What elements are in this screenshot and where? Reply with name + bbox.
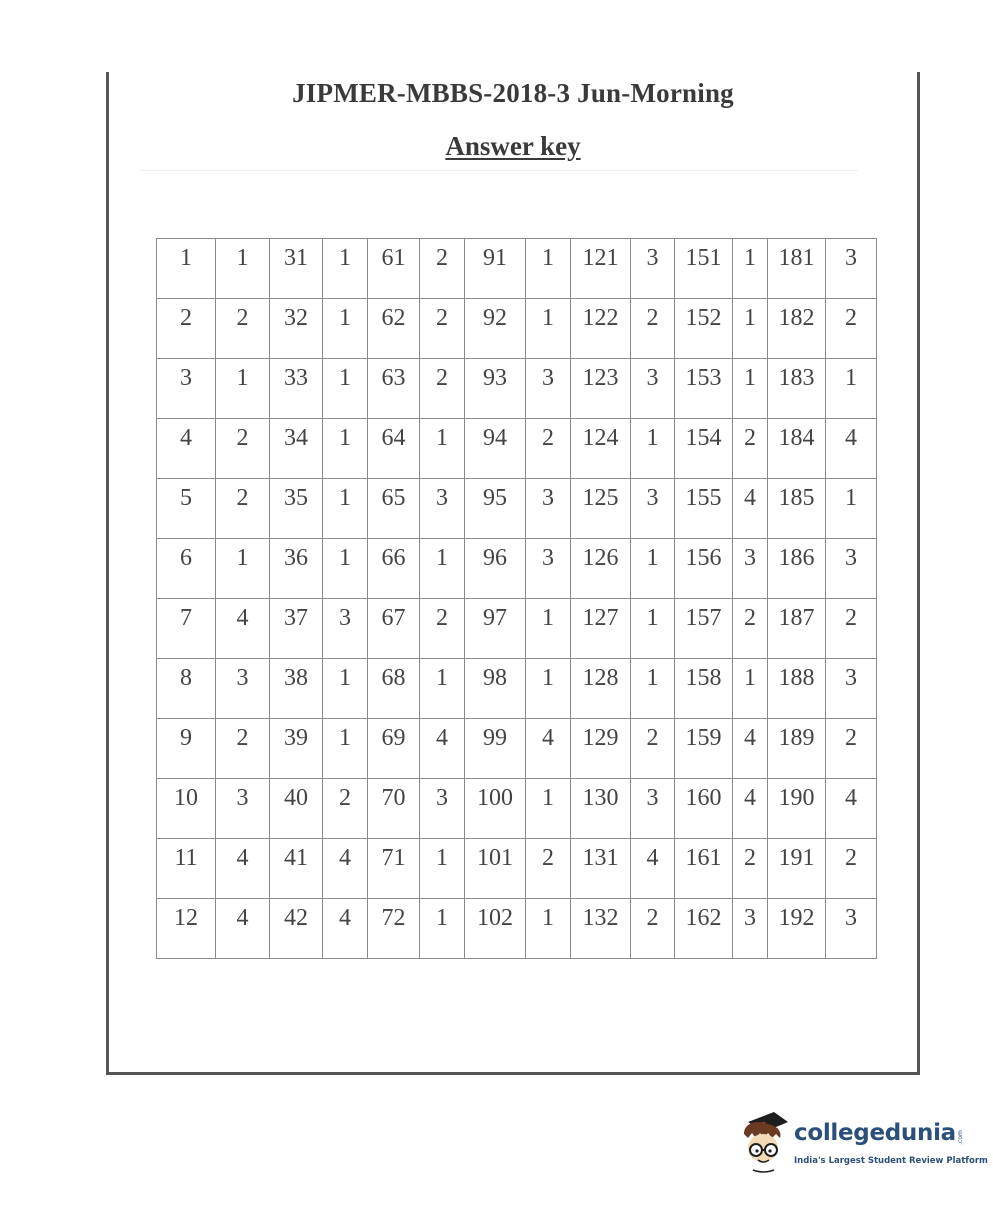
question-number-cell: 128 [571,659,631,719]
answer-cell: 1 [323,239,368,299]
answer-cell: 1 [323,539,368,599]
answer-cell: 2 [826,839,877,899]
question-number-cell: 156 [675,539,733,599]
question-number-cell: 68 [368,659,420,719]
question-number-cell: 63 [368,359,420,419]
question-number-cell: 181 [768,239,826,299]
answer-cell: 1 [526,899,571,959]
answer-cell: 2 [216,419,270,479]
answer-cell: 3 [420,479,465,539]
answer-cell: 2 [826,299,877,359]
question-number-cell: 5 [157,479,216,539]
answer-cell: 2 [631,899,675,959]
answer-cell: 1 [826,359,877,419]
answer-cell: 2 [733,419,768,479]
question-number-cell: 161 [675,839,733,899]
answer-cell: 1 [420,839,465,899]
question-number-cell: 100 [465,779,526,839]
question-number-cell: 121 [571,239,631,299]
question-number-cell: 69 [368,719,420,779]
question-number-cell: 125 [571,479,631,539]
answer-cell: 1 [420,899,465,959]
question-number-cell: 70 [368,779,420,839]
answer-cell: 4 [216,599,270,659]
answer-cell: 1 [733,299,768,359]
answer-cell: 1 [826,479,877,539]
table-row [157,899,877,959]
question-number-cell: 94 [465,419,526,479]
question-number-cell: 153 [675,359,733,419]
question-number-cell: 41 [270,839,323,899]
answer-cell: 1 [323,479,368,539]
answer-cell: 2 [631,299,675,359]
answer-cell: 4 [631,839,675,899]
answer-cell: 4 [733,719,768,779]
question-number-cell: 187 [768,599,826,659]
answer-cell: 3 [733,899,768,959]
answer-cell: 4 [826,419,877,479]
answer-cell: 3 [631,359,675,419]
question-number-cell: 12 [157,899,216,959]
question-number-cell: 31 [270,239,323,299]
answer-cell: 1 [631,599,675,659]
answer-cell: 1 [216,539,270,599]
answer-cell: 1 [323,419,368,479]
question-number-cell: 93 [465,359,526,419]
answer-cell: 4 [216,899,270,959]
answer-cell: 1 [323,299,368,359]
question-number-cell: 42 [270,899,323,959]
answer-cell: 4 [733,479,768,539]
question-number-cell: 65 [368,479,420,539]
answer-cell: 3 [631,239,675,299]
table-row [157,239,877,299]
answer-cell: 2 [526,839,571,899]
answer-cell: 3 [826,659,877,719]
question-number-cell: 130 [571,779,631,839]
question-number-cell: 66 [368,539,420,599]
document-title: JIPMER-MBBS-2018-3 Jun-Morning [292,78,734,108]
answer-cell: 3 [826,539,877,599]
answer-cell: 3 [826,899,877,959]
answer-cell: 1 [526,239,571,299]
answer-cell: 1 [631,659,675,719]
answer-cell: 3 [526,539,571,599]
question-number-cell: 160 [675,779,733,839]
question-number-cell: 37 [270,599,323,659]
question-number-cell: 40 [270,779,323,839]
question-number-cell: 35 [270,479,323,539]
question-number-cell: 6 [157,539,216,599]
answer-cell: 2 [420,599,465,659]
answer-cell: 3 [216,659,270,719]
question-number-cell: 1 [157,239,216,299]
answer-cell: 3 [526,359,571,419]
question-number-cell: 184 [768,419,826,479]
question-number-cell: 33 [270,359,323,419]
collegedunia-logo [738,1108,988,1178]
question-number-cell: 96 [465,539,526,599]
answer-cell: 2 [826,599,877,659]
table-row [157,719,877,779]
table-row [157,479,877,539]
answer-cell: 3 [216,779,270,839]
answer-cell: 1 [526,599,571,659]
question-number-cell: 97 [465,599,526,659]
answer-cell: 1 [526,299,571,359]
answer-key-table [156,238,877,959]
answer-cell: 1 [420,419,465,479]
table-row [157,299,877,359]
answer-cell: 3 [323,599,368,659]
answer-cell: 2 [323,779,368,839]
answer-cell: 4 [323,899,368,959]
question-number-cell: 186 [768,539,826,599]
answer-cell: 2 [216,299,270,359]
question-number-cell: 102 [465,899,526,959]
brand-domain-suffix: .com [956,1130,964,1145]
answer-cell: 2 [420,359,465,419]
answer-cell: 4 [733,779,768,839]
question-number-cell: 62 [368,299,420,359]
question-number-cell: 98 [465,659,526,719]
question-number-cell: 36 [270,539,323,599]
answer-cell: 4 [420,719,465,779]
question-number-cell: 131 [571,839,631,899]
question-number-cell: 129 [571,719,631,779]
student-mascot-icon [738,1108,790,1174]
answer-cell: 1 [733,239,768,299]
table-row [157,599,877,659]
answer-cell: 1 [216,239,270,299]
answer-cell: 3 [420,779,465,839]
table-row [157,539,877,599]
question-number-cell: 152 [675,299,733,359]
question-number-cell: 8 [157,659,216,719]
question-number-cell: 132 [571,899,631,959]
answer-key-body [157,239,877,959]
answer-cell: 1 [420,539,465,599]
answer-cell: 3 [631,479,675,539]
answer-cell: 1 [216,359,270,419]
answer-cell: 2 [526,419,571,479]
question-number-cell: 185 [768,479,826,539]
answer-cell: 2 [216,719,270,779]
table-row [157,359,877,419]
answer-cell: 4 [526,719,571,779]
answer-cell: 1 [631,419,675,479]
question-number-cell: 158 [675,659,733,719]
answer-cell: 2 [216,479,270,539]
table-row [157,839,877,899]
question-number-cell: 124 [571,419,631,479]
question-number-cell: 38 [270,659,323,719]
answer-cell: 3 [631,779,675,839]
table-row [157,779,877,839]
question-number-cell: 10 [157,779,216,839]
answer-cell: 1 [323,719,368,779]
answer-cell: 4 [216,839,270,899]
question-number-cell: 154 [675,419,733,479]
question-number-cell: 32 [270,299,323,359]
question-number-cell: 126 [571,539,631,599]
question-number-cell: 159 [675,719,733,779]
answer-cell: 1 [420,659,465,719]
question-number-cell: 101 [465,839,526,899]
answer-cell: 2 [733,599,768,659]
question-number-cell: 162 [675,899,733,959]
question-number-cell: 39 [270,719,323,779]
question-number-cell: 183 [768,359,826,419]
question-number-cell: 123 [571,359,631,419]
question-number-cell: 67 [368,599,420,659]
question-number-cell: 7 [157,599,216,659]
answer-cell: 2 [420,299,465,359]
question-number-cell: 191 [768,839,826,899]
answer-cell: 2 [826,719,877,779]
question-number-cell: 3 [157,359,216,419]
answer-cell: 3 [733,539,768,599]
document-subtitle: Answer key [445,131,581,161]
question-number-cell: 188 [768,659,826,719]
question-number-cell: 190 [768,779,826,839]
answer-cell: 4 [826,779,877,839]
question-number-cell: 34 [270,419,323,479]
answer-cell: 4 [323,839,368,899]
answer-cell: 3 [526,479,571,539]
question-number-cell: 127 [571,599,631,659]
brand-tagline: India's Largest Student Review Platform [794,1156,988,1166]
answer-cell: 1 [323,659,368,719]
question-number-cell: 92 [465,299,526,359]
question-number-cell: 2 [157,299,216,359]
answer-cell: 1 [733,659,768,719]
question-number-cell: 151 [675,239,733,299]
question-number-cell: 71 [368,839,420,899]
answer-cell: 2 [631,719,675,779]
table-row [157,659,877,719]
header-divider [140,170,858,171]
question-number-cell: 157 [675,599,733,659]
question-number-cell: 182 [768,299,826,359]
answer-cell: 1 [526,779,571,839]
question-number-cell: 72 [368,899,420,959]
answer-cell: 1 [323,359,368,419]
question-number-cell: 64 [368,419,420,479]
question-number-cell: 91 [465,239,526,299]
question-number-cell: 61 [368,239,420,299]
question-number-cell: 122 [571,299,631,359]
question-number-cell: 155 [675,479,733,539]
question-number-cell: 192 [768,899,826,959]
question-number-cell: 95 [465,479,526,539]
question-number-cell: 99 [465,719,526,779]
table-row [157,419,877,479]
answer-cell: 1 [631,539,675,599]
question-number-cell: 189 [768,719,826,779]
answer-cell: 2 [420,239,465,299]
answer-cell: 3 [826,239,877,299]
question-number-cell: 11 [157,839,216,899]
question-number-cell: 4 [157,419,216,479]
brand-name: collegedunia [794,1120,956,1146]
answer-cell: 2 [733,839,768,899]
answer-cell: 1 [733,359,768,419]
question-number-cell: 9 [157,719,216,779]
answer-cell: 1 [526,659,571,719]
